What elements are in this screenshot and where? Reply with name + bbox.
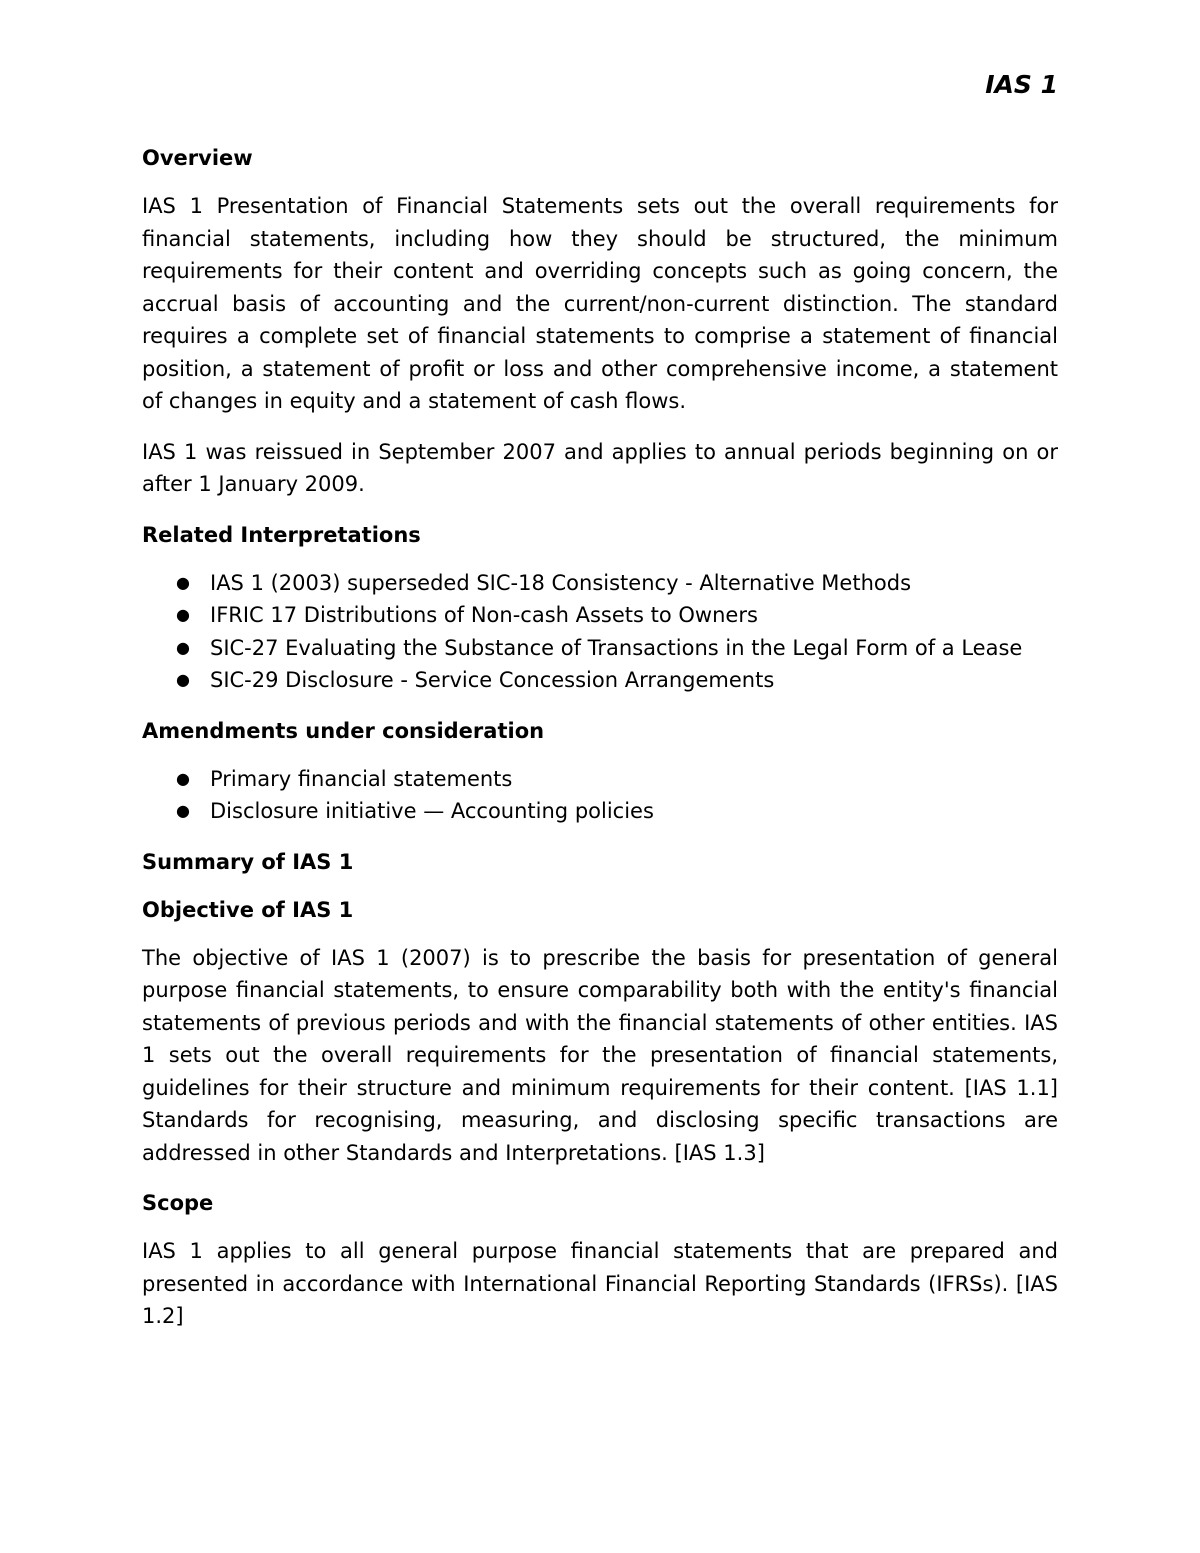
list-item: [142, 632, 1058, 665]
list-item: [142, 567, 1058, 600]
amendments-heading: Amendments under consideration: [142, 718, 545, 743]
bullet-icon: ●: [176, 605, 190, 624]
list-item-text: IAS 1 (2003) superseded SIC-18 Consistency - Alternative Methods: [210, 570, 912, 595]
bullet-icon: ●: [176, 572, 190, 592]
overview-paragraph-1: IAS 1 Presentation of Financial Statements sets out the overall requirements for financial statements, including how they should be structured, the minimum requirements for their content and overriding concepts such as going concern, the accrual basis of accounting and the current/non-current distinction. The standard requires a complete set of financial statements to comprise a statement of financial position, a statement of profit or loss and other comprehensive income, a statement of changes in equity and a statement of cash flows.: [142, 194, 1058, 413]
list-item: [142, 664, 1058, 697]
amendments-list: [142, 763, 1058, 828]
list-item: [142, 763, 1058, 796]
scope-paragraph: IAS 1 applies to all general purpose financial statements that are prepared and presented in accordance with International Financial Reporting Standards (IFRSs). [IAS 1.2]: [142, 1239, 1058, 1328]
bullet-icon: ●: [176, 637, 190, 657]
summary-heading: Summary of IAS 1: [142, 849, 354, 874]
list-item-text: Disclosure initiative — Accounting policies: [210, 799, 654, 823]
scope-heading: Scope: [142, 1191, 214, 1215]
bullet-icon: ●: [176, 801, 190, 820]
document-page: [142, 70, 1058, 1530]
bullet-icon: ●: [176, 768, 190, 788]
list-item-text: SIC-27 Evaluating the Substance of Transactions in the Legal Form of a Lease: [210, 635, 1023, 660]
list-item-text: SIC-29 Disclosure - Service Concession Arrangements: [210, 668, 775, 692]
list-item: [142, 795, 1058, 828]
objective-paragraph: The objective of IAS 1 (2007) is to prescribe the basis for presentation of general purpose financial statements, to ensure comparability both with the entity's financial statements of previous periods and with the financial statements of other entities. IAS 1 sets out the overall requirements for the presentation of financial statements, guidelines for their structure and minimum requirements for their content. [IAS 1.1] Standards for recognising, measuring, and disclosing specific transactions are addressed in other Standards and Interpretations. [IAS 1.3]: [142, 945, 1058, 1165]
bullet-icon: ●: [176, 670, 190, 689]
objective-heading: Objective of IAS 1: [142, 897, 354, 922]
list-item-text: Primary financial statements: [210, 766, 513, 791]
running-header: IAS 1: [985, 70, 1058, 99]
related-interpretations-list: [142, 567, 1058, 697]
overview-heading: Overview: [142, 146, 253, 170]
list-item: [142, 599, 1058, 632]
related-interpretations-heading: Related Interpretations: [142, 522, 421, 547]
overview-paragraph-2: IAS 1 was reissued in September 2007 and applies to annual periods beginning on or after 1 January 2009.: [142, 439, 1058, 496]
document-body: [142, 142, 1058, 1351]
list-item-text: IFRIC 17 Distributions of Non-cash Assets to Owners: [210, 603, 758, 627]
